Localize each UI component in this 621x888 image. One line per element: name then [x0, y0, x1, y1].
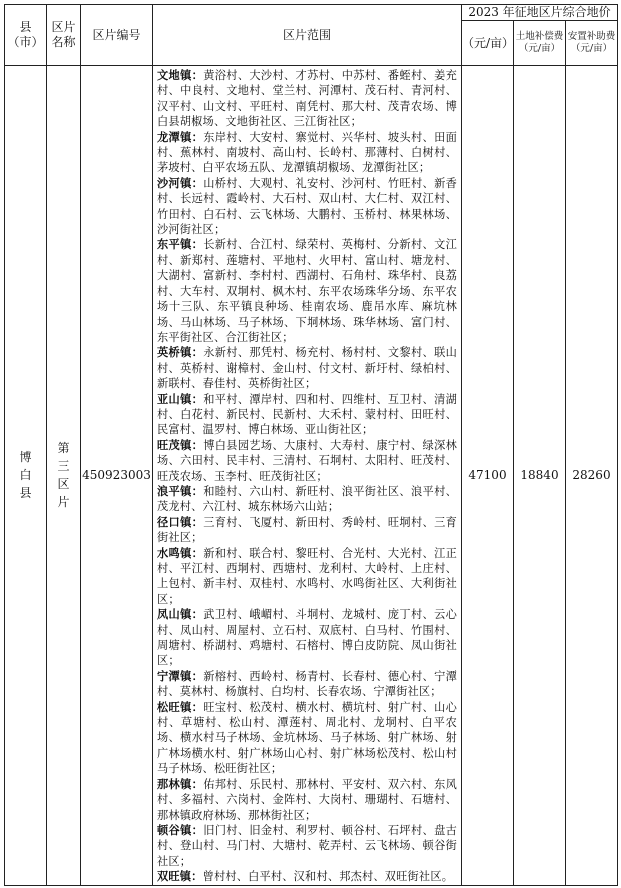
- town-entry: [157, 515, 457, 546]
- zone-name: 第三区片: [57, 441, 70, 510]
- town-villages: 武卫村、峨嵋村、斗垌村、龙城村、庞丁村、云心村、凤山村、周屋村、立石村、双底村、白马村、竹围村、周塘村、桥湖村、鸡塘村、石榕村、博白皮防院、凤山街社区；: [157, 608, 457, 668]
- town-villages: 旺宝村、松茂村、横水村、横坑村、射广村、山心村、草塘村、松山村、潭莲村、周北村、龙垌村、白平农场、横水村马子林场、金坑林场、马子林场、射广林场、射广林场横水村、射广林场山心村、射广林场松茂村、松山村马子林场、松旺街社区；: [157, 700, 457, 776]
- town-name: 那林镇：: [157, 776, 204, 791]
- town-name: 顿谷镇：: [157, 822, 204, 837]
- town-entry: [157, 130, 457, 176]
- header-price-group: 2023 年征地区片综合地价: [462, 5, 618, 21]
- town-villages: 和平村、潭岸村、四和村、四维村、互卫村、清湖村、白花村、新民村、民新村、大禾村、蒙村村、田旺村、民富村、温罗村、博白林场、亚山街社区；: [157, 392, 457, 437]
- town-entry: [157, 345, 457, 391]
- header-unit: （元/亩）: [462, 21, 514, 66]
- town-entry: [157, 392, 457, 438]
- town-villages: 和睦村、六山村、新旺村、浪平街社区、浪平村、茂龙村、六江村、城东林场六山站；: [157, 484, 457, 514]
- town-villages: 新和村、联合村、黎旺村、合光村、大光村、江正村、平江村、西垌村、西塘村、龙利村、大岭村、上庄村、上包村、新丰村、双桂村、水鸣村、水鸣街社区、大利街社区；: [157, 546, 457, 606]
- town-entry: [157, 484, 457, 515]
- town-name: 浪平镇：: [157, 483, 204, 498]
- town-villages: 山桥村、大观村、礼安村、沙河村、竹旺村、新香村、长远村、霞岭村、大石村、双山村、大仁村、双江村、竹田村、白石村、云飞林场、大鹏村、玉桥村、林果林场、沙河街社区；: [157, 176, 457, 237]
- town-entry: [157, 869, 457, 884]
- zone-code: 450923003: [81, 66, 153, 886]
- town-villages: 三育村、飞厦村、新田村、秀岭村、旺垌村、三育街社区；: [157, 515, 457, 545]
- header-county: 县（市）: [5, 5, 47, 66]
- town-villages: 东岸村、大安村、寨觉村、兴华村、坡头村、田面村、蕉林村、南坡村、高山村、长岭村、那薄村、白树村、茅坡村、白平农场五队、龙潭镇胡椒场、龙潭街社区；: [157, 130, 457, 175]
- price-total: 47100: [462, 66, 514, 886]
- town-entry: [157, 546, 457, 608]
- town-name: 东平镇：: [157, 237, 204, 252]
- zone-scope-text: [157, 68, 457, 885]
- county-name: 博白县: [19, 450, 32, 501]
- header-land-comp: 土地补偿费（元/亩）: [514, 21, 566, 66]
- town-villages: 曾村村、白平村、汉和村、邦杰村、双旺街社区。: [202, 870, 454, 884]
- town-name: 水鸣镇：: [157, 545, 204, 560]
- town-name: 宁潭镇：: [157, 668, 204, 683]
- header-zone-name: 区片名称: [47, 5, 81, 66]
- town-entry: [157, 176, 457, 238]
- town-name: 双旺镇：: [157, 869, 203, 884]
- town-name: 松旺镇：: [157, 699, 204, 714]
- zone-scope-cell: [153, 66, 462, 886]
- town-name: 龙潭镇：: [157, 129, 204, 144]
- town-entry: [157, 438, 457, 484]
- town-villages: 佑邦村、乐民村、那林村、平安村、双六村、东风村、多福村、六岗村、金阵村、大岗村、珊瑚村、石塘村、那林镇政府林场、那林街社区；: [157, 777, 457, 822]
- town-name: 径口镇：: [157, 514, 204, 529]
- header-resettle-comp: 安置补助费（元/亩）: [566, 21, 618, 66]
- price-resettle-comp: 28260: [566, 66, 618, 886]
- town-name: 文地镇：: [157, 68, 204, 82]
- town-villages: 博白县园艺场、大康村、大寿村、康宁村、绿深林场、六田村、民丰村、三清村、石垌村、太阳村、旺茂村、旺茂农场、玉李村、旺茂街社区；: [157, 438, 457, 483]
- town-entry: [157, 68, 457, 130]
- header-zone-scope: 区片范围: [153, 5, 462, 66]
- land-price-table: [4, 4, 618, 886]
- table-row: [5, 66, 618, 886]
- town-villages: 永新村、那凭村、杨充村、杨村村、文黎村、联山村、英桥村、谢樟村、金山村、付文村、新圩村、绿柏村、新联村、春佳村、英桥街社区；: [157, 346, 457, 391]
- town-entry: [157, 700, 457, 777]
- town-villages: 旧门村、旧金村、利罗村、顿谷村、石坪村、盘古村、登山村、马门村、大塘村、乾弄村、云飞林场、顿谷街社区；: [157, 823, 457, 868]
- town-entry: [157, 237, 457, 345]
- town-entry: [157, 823, 457, 869]
- town-villages: 黄浴村、大沙村、才苏村、中苏村、番蛭村、姜充村、中良村、文地村、堂兰村、河潭村、茂石村、青河村、汉平村、山文村、平旺村、南凭村、那大村、茂青农场、博白县胡椒场、文地街社区、三江街社区；: [157, 69, 457, 129]
- town-villages: 长新村、合江村、绿荣村、英梅村、分新村、文江村、新郑村、莲塘村、平地村、火甲村、富山村、塘龙村、大湖村、富新村、李村村、西湖村、石角村、珠华村、良荔村、大车村、双垌村、枫木村、东平农场珠华分场、东平农场十三队、东平镇良种场、桂南农场、鹿吊水库、麻坑林场、马山林场、马子林场、下垌林场、珠华林场、富门村、东平街社区、合江街社区；: [157, 238, 457, 344]
- town-entry: [157, 669, 457, 700]
- header-zone-code: 区片编号: [81, 5, 153, 66]
- town-name: 亚山镇：: [157, 391, 204, 406]
- town-name: 沙河镇：: [157, 175, 204, 190]
- town-villages: 新榕村、西岭村、杨青村、长春村、德心村、宁潭村、莫林村、杨旗村、白均村、长春农场、宁潭街社区；: [157, 669, 457, 699]
- town-entry: [157, 607, 457, 669]
- price-land-comp: 18840: [514, 66, 566, 886]
- town-name: 凤山镇：: [157, 607, 204, 622]
- town-name: 旺茂镇：: [157, 437, 204, 452]
- town-name: 英桥镇：: [157, 345, 204, 360]
- town-entry: [157, 777, 457, 823]
